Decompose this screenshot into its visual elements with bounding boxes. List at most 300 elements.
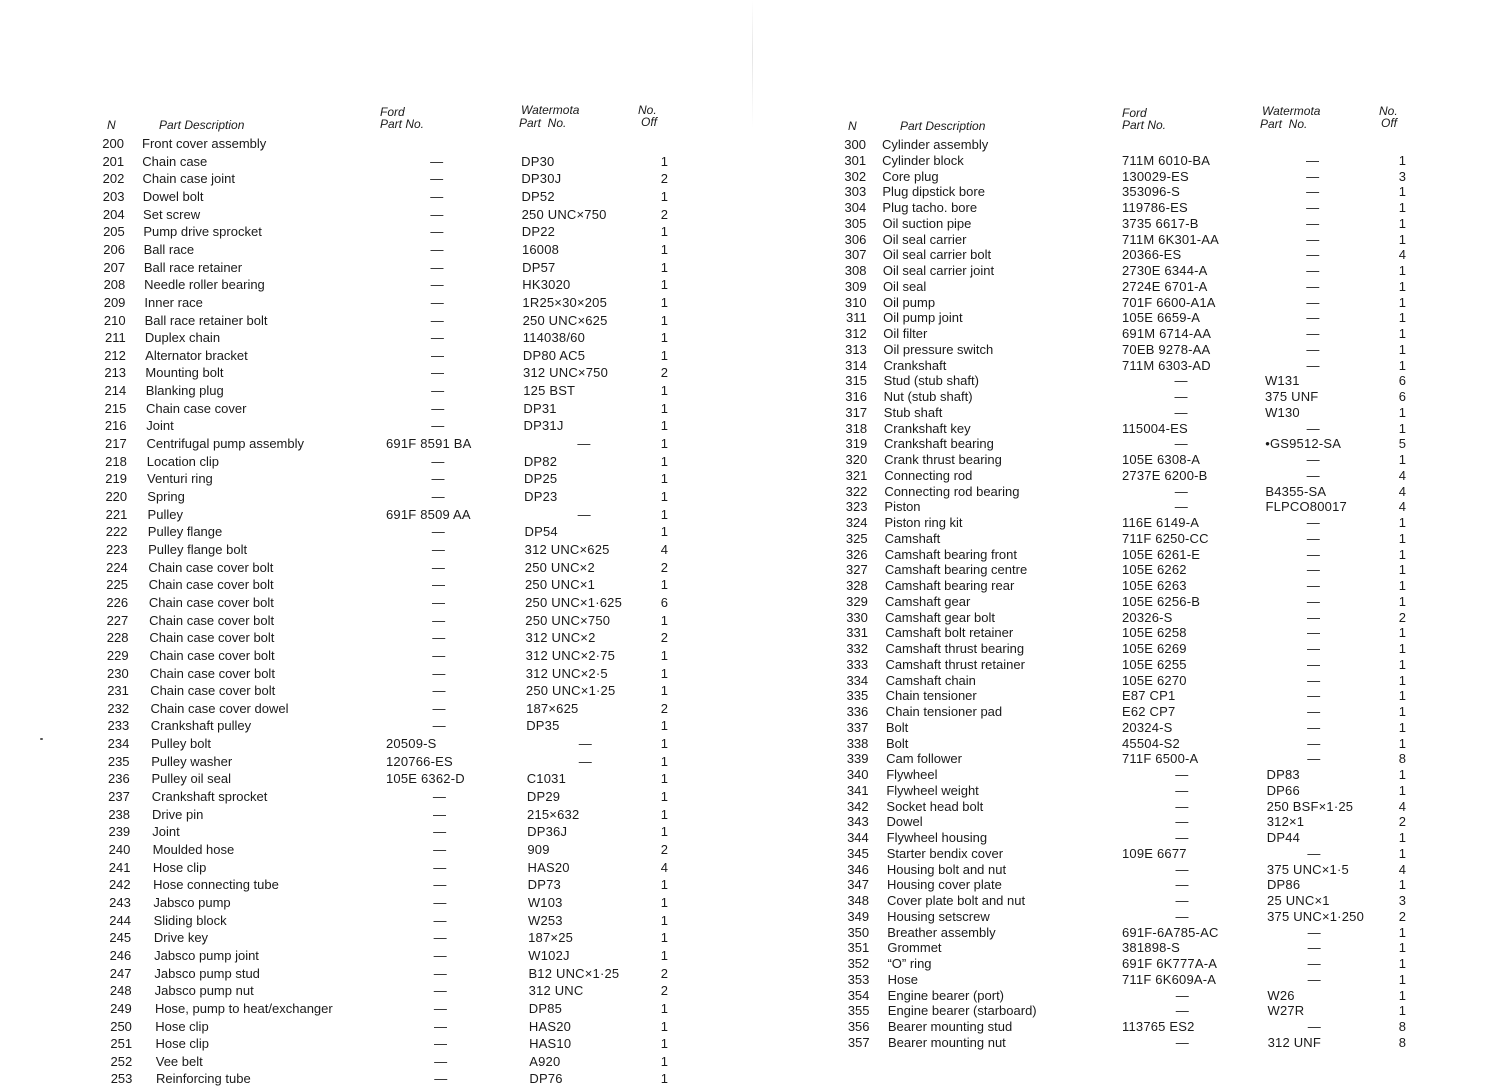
ford-part-no: —: [430, 171, 444, 187]
watermota-part-no: 312 UNC: [528, 983, 584, 999]
watermota-part-no: 312 UNC×625: [524, 541, 610, 557]
part-number: 248: [109, 983, 132, 999]
table-row: [0, 471, 740, 487]
ford-part-no: —: [1174, 389, 1188, 404]
ford-part-no: 711M 6010-BA: [1122, 152, 1211, 168]
ford-part-no: —: [432, 683, 446, 699]
quantity-off: 1: [1398, 625, 1406, 641]
quantity-off: 1: [660, 683, 668, 699]
quantity-off: 4: [1398, 861, 1406, 877]
quantity-off: 1: [1398, 546, 1406, 562]
part-description: Starter bendix cover: [886, 845, 1004, 861]
watermota-part-no: —: [1306, 294, 1320, 310]
part-description: Alternator bracket: [145, 347, 248, 363]
watermota-part-no: 187×625: [526, 700, 579, 716]
watermota-part-no: 312 UNC×2·5: [525, 665, 608, 681]
part-number: 344: [847, 830, 869, 845]
watermota-part-no: DP57: [522, 259, 556, 275]
quantity-off: 1: [1398, 420, 1406, 436]
part-number: 316: [845, 389, 867, 404]
part-description: Nut (stub shaft): [883, 389, 973, 404]
watermota-part-no: —: [1307, 845, 1321, 861]
watermota-part-no: 250 UNC×750: [521, 206, 607, 222]
quantity-off: 1: [660, 312, 668, 328]
table-row: [0, 154, 740, 170]
part-description: Pulley oil seal: [151, 771, 231, 787]
part-description: Bearer mounting nut: [888, 1034, 1006, 1050]
watermota-part-no: W103: [527, 894, 563, 910]
table-row: [760, 625, 1487, 641]
ford-part-no: 691F 8591 BA: [386, 436, 472, 452]
quantity-off: 1: [660, 153, 668, 169]
watermota-part-no: —: [1306, 357, 1320, 373]
header-watermota-line2: Part No.: [519, 116, 567, 130]
watermota-part-no: DP30: [521, 153, 555, 169]
part-description: Oil seal carrier: [882, 231, 967, 247]
table-row: [0, 860, 740, 876]
table-row: [760, 862, 1487, 878]
part-description: Connecting rod: [884, 467, 973, 483]
quantity-off: 1: [660, 506, 668, 522]
quantity-off: 1: [1398, 924, 1406, 940]
header-description: Part Description: [900, 119, 986, 133]
ford-part-no: —: [1175, 814, 1189, 830]
part-description: Crankshaft pulley: [150, 718, 252, 734]
ford-part-no: —: [1175, 877, 1189, 893]
quantity-off: 1: [660, 930, 668, 946]
quantity-off: 1: [1398, 310, 1406, 326]
watermota-part-no: 375 UNC×1·5: [1266, 861, 1349, 877]
watermota-part-no: 312 UNC×2: [525, 630, 596, 646]
ford-part-no: 711M 6303-AD: [1122, 357, 1211, 373]
quantity-off: 1: [660, 1036, 668, 1052]
part-description: Chain case joint: [142, 171, 236, 187]
ford-part-no: —: [432, 612, 446, 628]
part-description: Oil suction pipe: [882, 215, 972, 231]
quantity-off: 2: [660, 700, 668, 716]
part-number: 228: [106, 630, 129, 646]
ford-part-no: 20509-S: [386, 736, 437, 752]
part-description: Dowel bolt: [142, 188, 204, 204]
ford-part-no: —: [430, 312, 444, 328]
quantity-off: 1: [660, 1000, 668, 1016]
watermota-part-no: —: [1306, 341, 1320, 357]
quantity-off: 1: [660, 347, 668, 363]
part-description: Camshaft bolt retainer: [885, 625, 1014, 641]
table-row: [760, 704, 1487, 720]
part-number: 321: [845, 467, 868, 483]
part-number: 238: [108, 806, 131, 822]
part-description: Piston: [884, 499, 921, 515]
part-number: 249: [110, 1000, 132, 1016]
table-row: [760, 137, 1487, 153]
part-description: Joint: [146, 418, 174, 434]
part-number: 323: [845, 499, 868, 515]
table-row: [0, 1001, 740, 1017]
watermota-part-no: —: [1306, 168, 1320, 184]
watermota-part-no: —: [1306, 263, 1320, 278]
watermota-part-no: DP52: [521, 188, 555, 204]
part-description: Oil seal carrier joint: [882, 263, 995, 278]
quantity-off: 1: [660, 665, 668, 681]
quantity-off: 2: [660, 965, 668, 981]
part-number: 317: [845, 404, 868, 420]
ford-part-no: 113765 ES2: [1122, 1019, 1195, 1034]
part-number: 211: [105, 330, 126, 346]
table-row: [760, 830, 1487, 846]
watermota-part-no: 312 UNF: [1267, 1034, 1322, 1050]
quantity-off: 1: [1398, 735, 1406, 751]
ford-part-no: —: [430, 153, 444, 169]
table-row: [0, 824, 740, 840]
quantity-off: 5: [1398, 436, 1406, 452]
part-description: Hose clip: [155, 1018, 209, 1034]
part-number: 247: [109, 965, 132, 981]
table-row: [0, 630, 740, 646]
left-parts-list: [0, 0, 740, 1087]
part-description: Chain case cover bolt: [148, 577, 274, 593]
watermota-part-no: 312 UNC×750: [523, 365, 608, 381]
part-number: 216: [104, 418, 127, 434]
quantity-off: 1: [660, 1018, 668, 1034]
table-row: [760, 547, 1487, 563]
ford-part-no: —: [1175, 798, 1189, 814]
part-number: 353: [847, 971, 870, 987]
part-description: Chain tensioner: [885, 688, 977, 704]
watermota-part-no: DP66: [1266, 782, 1300, 798]
table-row: [760, 673, 1487, 689]
watermota-part-no: 250 UNC×625: [522, 312, 608, 328]
part-description: Spring: [147, 489, 185, 504]
part-number: 219: [105, 471, 127, 487]
table-row: [760, 216, 1487, 232]
book-gutter: [752, 0, 753, 1074]
ford-part-no: 381898-S: [1122, 940, 1180, 956]
part-number: 341: [846, 782, 869, 798]
watermota-part-no: DP22: [521, 224, 556, 240]
part-description: Jabsco pump stud: [154, 965, 260, 981]
table-row: [0, 330, 740, 346]
quantity-off: 1: [1398, 1003, 1406, 1019]
quantity-off: 3: [1398, 893, 1406, 908]
part-description: Cover plate bolt and nut: [887, 893, 1026, 908]
watermota-part-no: HAS20: [527, 859, 570, 875]
table-row: [0, 436, 740, 452]
quantity-off: 1: [1398, 578, 1406, 593]
ford-part-no: —: [431, 524, 445, 540]
watermota-part-no: 312×1: [1266, 814, 1305, 830]
part-number: 301: [844, 152, 867, 168]
ford-part-no: 701F 6600-A1A: [1122, 294, 1216, 310]
part-description: Chain case cover: [145, 400, 247, 416]
part-number: 343: [847, 814, 869, 830]
part-description: Chain case: [142, 153, 208, 169]
table-row: [0, 242, 740, 258]
quantity-off: 1: [660, 453, 668, 469]
part-description: Plug tacho. bore: [882, 200, 978, 215]
table-row: [760, 720, 1487, 736]
table-row: [0, 948, 740, 964]
watermota-part-no: —: [1306, 452, 1320, 467]
table-row: [0, 595, 740, 611]
quantity-off: 1: [1398, 278, 1406, 294]
part-number: 239: [108, 824, 131, 840]
quantity-off: 4: [1398, 483, 1406, 499]
watermota-part-no: DP29: [526, 789, 561, 805]
part-number: 206: [103, 241, 125, 257]
table-row: [760, 1003, 1487, 1019]
part-description: Connecting rod bearing: [884, 483, 1020, 499]
header-noff-line2: Off: [1381, 116, 1398, 130]
part-description: Inner race: [144, 294, 203, 310]
watermota-part-no: B4355-SA: [1265, 483, 1327, 499]
quantity-off: 1: [1398, 200, 1406, 215]
quantity-off: 1: [1398, 341, 1406, 357]
part-description: Flywheel housing: [886, 830, 988, 845]
part-number: 327: [846, 562, 868, 578]
ford-part-no: —: [433, 947, 447, 963]
part-number: 349: [847, 908, 870, 924]
quantity-off: 1: [660, 753, 668, 769]
watermota-part-no: HAS20: [528, 1018, 572, 1034]
part-number: 232: [107, 700, 130, 716]
quantity-off: 1: [660, 294, 668, 310]
table-row: [0, 718, 740, 734]
part-number: 234: [107, 736, 130, 752]
part-number: 203: [102, 188, 125, 204]
part-number: 319: [845, 436, 868, 452]
part-number: 300: [844, 137, 866, 152]
ford-part-no: 105E 6256-B: [1122, 593, 1201, 609]
part-description: Oil pressure switch: [883, 341, 994, 357]
part-number: 354: [847, 987, 870, 1003]
ford-part-no: 20324-S: [1122, 719, 1173, 735]
part-description: Venturi ring: [147, 471, 213, 487]
part-description: Cylinder block: [882, 152, 964, 168]
watermota-part-no: —: [1306, 467, 1320, 483]
part-number: 207: [103, 259, 126, 275]
watermota-part-no: —: [1307, 719, 1321, 735]
part-description: Camshaft thrust retainer: [885, 656, 1025, 672]
watermota-part-no: 250 UNC×1·25: [525, 683, 616, 699]
watermota-part-no: —: [1306, 530, 1320, 546]
quantity-off: 2: [660, 983, 668, 999]
quantity-off: 1: [1398, 326, 1406, 341]
ford-part-no: —: [1174, 483, 1188, 499]
part-number: 320: [845, 452, 868, 467]
quantity-off: 2: [1398, 609, 1406, 625]
quantity-off: 2: [660, 206, 668, 222]
part-number: 329: [846, 593, 868, 609]
quantity-off: 1: [1398, 294, 1406, 310]
quantity-off: 1: [1398, 656, 1406, 672]
watermota-part-no: C1031: [526, 771, 567, 787]
part-description: Engine bearer (starboard): [887, 1003, 1037, 1019]
ford-part-no: —: [433, 806, 447, 822]
watermota-part-no: •GS9512-SA: [1265, 436, 1342, 452]
part-description: Crankshaft sprocket: [151, 789, 268, 805]
table-row: [0, 383, 740, 399]
watermota-part-no: DP36J: [527, 824, 568, 840]
table-row: [760, 247, 1487, 263]
part-number: 313: [845, 341, 867, 357]
header-watermota-line2: Part No.: [1260, 117, 1308, 131]
ford-part-no: —: [432, 665, 446, 681]
ford-part-no: —: [430, 241, 444, 257]
part-description: Jabsco pump: [153, 894, 231, 910]
quantity-off: 1: [660, 383, 668, 399]
header-noff-line2: Off: [641, 115, 658, 129]
part-description: Blanking plug: [145, 383, 224, 399]
part-number: 220: [105, 489, 128, 504]
ford-part-no: —: [434, 1036, 448, 1052]
part-description: Chain case cover bolt: [149, 647, 275, 663]
quantity-off: 1: [1398, 452, 1406, 467]
table-row: [0, 260, 740, 276]
table-row: [760, 200, 1487, 216]
table-row: [0, 930, 740, 946]
table-row: [0, 418, 740, 434]
left-page: [0, 0, 740, 1087]
ford-part-no: 353096-S: [1122, 184, 1180, 200]
part-number: 231: [107, 683, 129, 699]
part-number: 215: [104, 400, 127, 416]
watermota-part-no: —: [1306, 609, 1321, 625]
ford-part-no: —: [433, 1018, 448, 1034]
ford-part-no: 105E 6270: [1122, 672, 1187, 688]
part-description: Camshaft chain: [885, 672, 976, 688]
part-number: 204: [102, 206, 125, 222]
part-description: Ball race retainer bolt: [144, 312, 268, 328]
part-description: Chain case cover bolt: [148, 559, 274, 575]
quantity-off: 1: [1398, 830, 1406, 845]
watermota-part-no: 250 UNC×750: [525, 612, 611, 628]
ford-part-no: 105E 6659-A: [1122, 310, 1201, 326]
scan-speck: [40, 738, 43, 740]
part-number: 350: [847, 924, 870, 940]
header-ford-line1: Ford: [1122, 106, 1147, 120]
table-row: [760, 184, 1487, 200]
table-row: [0, 207, 740, 223]
watermota-part-no: —: [1307, 656, 1321, 672]
table-row: [760, 814, 1487, 830]
watermota-part-no: —: [1307, 924, 1321, 940]
watermota-part-no: 909: [527, 842, 550, 857]
part-description: Pulley washer: [151, 753, 233, 769]
watermota-part-no: W26: [1267, 987, 1295, 1003]
quantity-off: 1: [1398, 767, 1406, 782]
part-number: 303: [844, 184, 867, 200]
ford-part-no: —: [431, 489, 445, 504]
part-description: Cam follower: [886, 751, 962, 767]
part-number: 308: [844, 263, 867, 278]
table-row: [0, 171, 740, 187]
table-row: [760, 767, 1487, 783]
part-number: 351: [847, 940, 870, 956]
table-row: [0, 1036, 740, 1052]
table-row: [760, 562, 1487, 578]
ford-part-no: —: [432, 700, 446, 716]
part-number: 236: [108, 771, 130, 787]
part-number: 335: [846, 688, 869, 704]
table-row: [0, 295, 740, 311]
table-row: [760, 326, 1487, 342]
quantity-off: 4: [1398, 467, 1406, 483]
watermota-part-no: 375 UNC×1·250: [1267, 908, 1365, 924]
table-row: [760, 925, 1487, 941]
part-number: 250: [110, 1018, 132, 1034]
part-number: 217: [104, 436, 127, 452]
quantity-off: 1: [1398, 562, 1406, 578]
watermota-part-no: 250 BSF×1·25: [1266, 798, 1354, 814]
part-description: Camshaft: [884, 530, 941, 546]
part-description: Hose clip: [152, 859, 207, 875]
quantity-off: 1: [660, 224, 668, 240]
table-row: [760, 783, 1487, 799]
quantity-off: 1: [1398, 956, 1406, 971]
quantity-off: 1: [660, 1053, 668, 1069]
part-description: Plug dipstick bore: [882, 184, 985, 200]
part-number: 352: [847, 956, 870, 971]
part-description: Chain case cover bolt: [150, 683, 276, 699]
part-description: Ball race: [143, 241, 195, 257]
watermota-part-no: DP80 AC5: [522, 347, 586, 363]
header-watermota-line1: Watermota: [1262, 104, 1321, 118]
ford-part-no: —: [431, 541, 446, 557]
watermota-part-no: —: [1306, 593, 1321, 609]
part-number: 305: [844, 215, 867, 231]
watermota-part-no: DP25: [524, 471, 558, 487]
ford-part-no: —: [433, 983, 447, 999]
table-row: [0, 736, 740, 752]
quantity-off: 1: [660, 771, 668, 787]
table-row: [760, 153, 1487, 169]
table-row: [0, 313, 740, 329]
quantity-off: 1: [660, 718, 668, 734]
ford-part-no: —: [430, 259, 444, 275]
ford-part-no: 711F 6500-A: [1122, 751, 1199, 767]
ford-part-no: 105E 6255: [1122, 656, 1187, 672]
ford-part-no: —: [433, 912, 447, 928]
part-number: 222: [105, 524, 128, 540]
table-row: [760, 1035, 1487, 1051]
watermota-part-no: 16008: [521, 241, 560, 257]
watermota-part-no: —: [1306, 231, 1320, 247]
ford-part-no: 70EB 9278-AA: [1122, 341, 1211, 357]
ford-part-no: —: [432, 647, 446, 663]
part-number: 241: [108, 859, 131, 875]
table-row: [0, 524, 740, 540]
part-number: 208: [103, 277, 126, 293]
table-row: [760, 956, 1487, 972]
part-number: 210: [103, 312, 126, 328]
ford-part-no: —: [433, 894, 447, 910]
part-description: Hose clip: [155, 1036, 209, 1052]
part-number: 304: [844, 200, 867, 215]
header-n: N: [107, 118, 116, 132]
table-row: [0, 577, 740, 593]
watermota-part-no: 312 UNC×2·75: [525, 647, 616, 663]
table-row: [760, 736, 1487, 752]
ford-part-no: —: [431, 559, 446, 575]
part-description: Mounting bolt: [145, 365, 224, 381]
part-description: Housing cover plate: [886, 877, 1002, 893]
table-row: [760, 452, 1487, 468]
ford-part-no: 711M 6K301-AA: [1122, 231, 1220, 247]
part-description: Crank thrust bearing: [884, 452, 1002, 467]
part-description: Chain tensioner pad: [885, 704, 1003, 719]
table-row: [0, 560, 740, 576]
